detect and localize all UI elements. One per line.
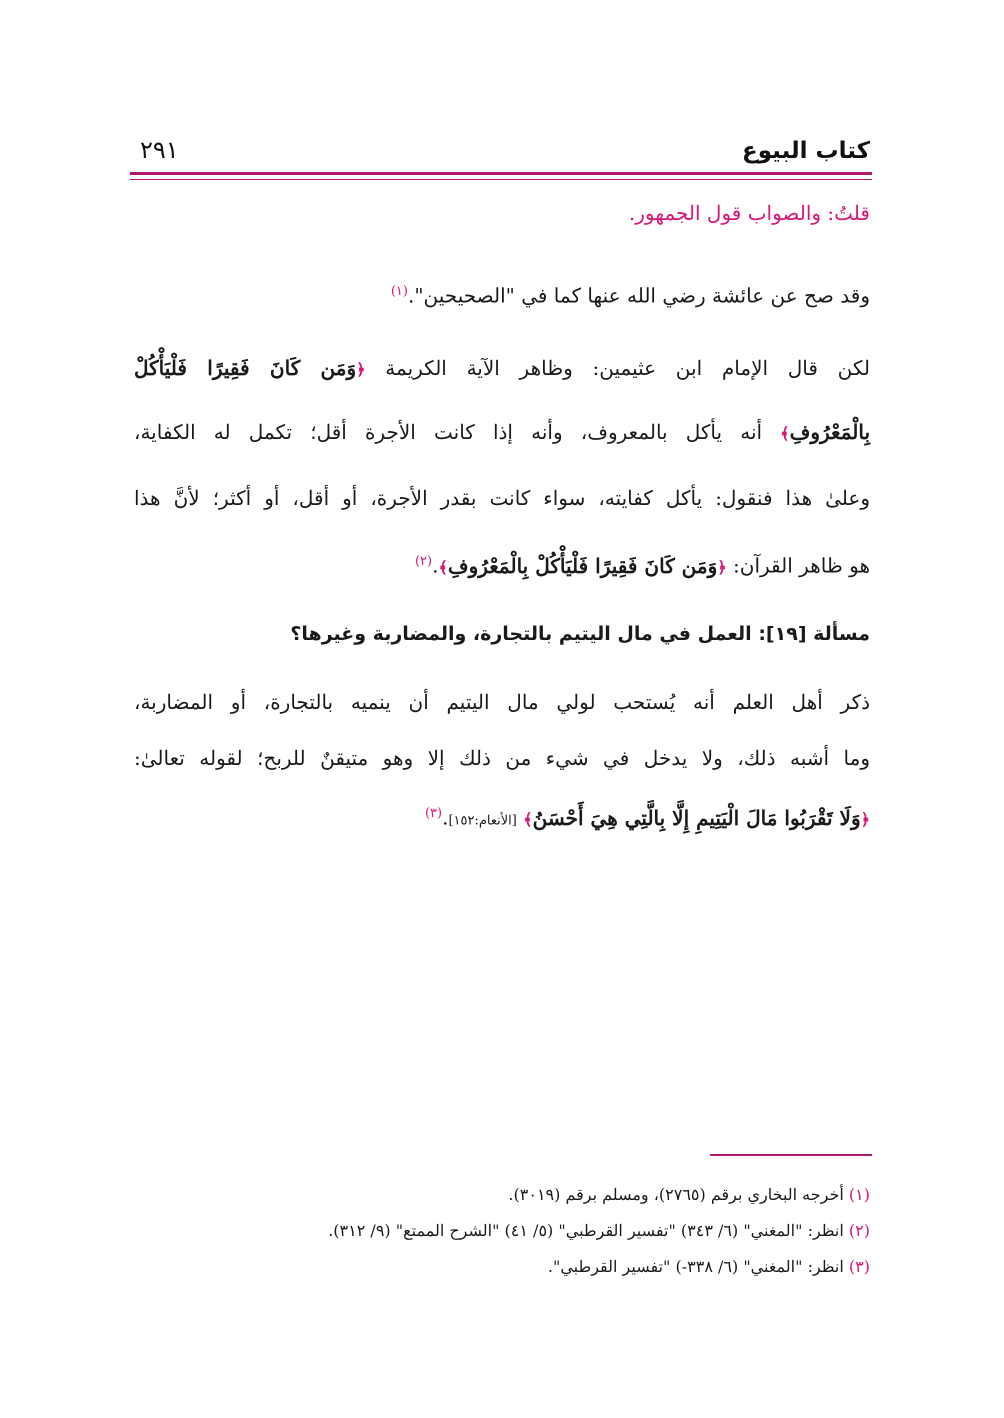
surah-citation: [الأنعام:١٥٢]: [448, 813, 517, 829]
text-line-5: وعلىٰ هذا فنقول: يأكل كفايته، سواء كانت بقدر الأجرة، أو أقل، أو أكثر؛ لأنَّ هذا: [134, 486, 870, 510]
text-line-7: ذكر أهل العلم أنه يُستحب لولي مال اليتيم أن ينميه بالتجارة، أو المضاربة،: [134, 690, 870, 714]
footnote-3: [548, 1254, 870, 1280]
text-line-2: [391, 276, 870, 312]
quran-verse-2: [438, 554, 726, 578]
footnote-1-number: (١): [848, 1185, 870, 1204]
text-line-9: [425, 798, 870, 838]
heading-label: مسألة [١٩]:: [758, 623, 870, 645]
footnote-1-text: أخرجه البخاري برقم (٢٧٦٥)، ومسلم برقم (٣٠١٩).: [508, 1185, 844, 1204]
footnote-2: [328, 1218, 870, 1244]
ornament-open: ﴿: [717, 557, 727, 577]
line-9-end: .: [442, 805, 449, 830]
line-3-text: لكن قال الإمام ابن عثيمين: وظاهر الآية الكريمة: [385, 356, 871, 380]
text-line-3: [134, 352, 870, 386]
section-heading: [290, 618, 870, 650]
footnote-separator: [710, 1154, 872, 1156]
footnote-3-number: (٣): [848, 1257, 870, 1276]
footnote-1: [508, 1182, 870, 1208]
line-6-text: هو ظاهر القرآن:: [733, 553, 870, 578]
footnote-ref-1[interactable]: (١): [390, 284, 408, 299]
running-header-title: كتاب البيوع: [742, 138, 870, 164]
footnote-ref-3[interactable]: (٣): [424, 806, 443, 821]
header-rule-thick: [130, 172, 872, 175]
footnote-ref-2[interactable]: (٢): [414, 554, 433, 569]
quran-verse-2-text: وَمَن كَانَ فَقِيرًا فَلْيَأْكُلْ بِالْمَعْرُوفِ: [447, 553, 718, 578]
text-line-6: [415, 546, 870, 584]
ornament-close: ﴾: [780, 424, 790, 443]
footnote-2-text: انظر: "المغني" (٦/ ٣٤٣) "تفسير القرطبي" (٥/ ٤١) "الشرح الممتع" (٩/ ٣١٢).: [328, 1221, 844, 1240]
heading-text: العمل في مال اليتيم بالتجارة، والمضاربة وغيرها؟: [290, 623, 752, 645]
quran-verse-1: [134, 356, 366, 380]
line-2-text: وقد صح عن عائشة رضي الله عنها كما في "الصحيحين".: [407, 283, 870, 308]
line-6-end: .: [432, 553, 439, 578]
quran-verse-3: [523, 806, 870, 830]
text-line-4: [134, 416, 870, 450]
ornament-open: ﴿: [860, 809, 870, 829]
line-4-text: أنه يأكل بالمعروف، وأنه إذا كانت الأجرة أقل؛ تكمل له الكفاية،: [134, 420, 763, 444]
ornament-open: ﴿: [356, 360, 366, 379]
author-note: قلتُ: والصواب قول الجمهور.: [628, 201, 870, 225]
page-number: ٢٩١: [140, 136, 179, 164]
footnote-3-text: انظر: "المغني" (٦/ ٣٣٨-) "تفسير القرطبي".: [547, 1257, 844, 1276]
quran-verse-3-text: وَلَا تَقْرَبُوا مَالَ الْيَتِيمِ إِلَّا بِالَّتِي هِيَ أَحْسَنُ: [532, 805, 861, 830]
quran-verse-1-cont: [780, 420, 870, 444]
text-line-8: وما أشبه ذلك، ولا يدخل في شيء من ذلك إلا وهو متيقنٌ للربح؛ لقوله تعالىٰ:: [134, 746, 870, 770]
header-rule-thin: [130, 179, 872, 180]
footnote-2-number: (٢): [848, 1221, 870, 1240]
quran-verse-1-cont-text: بِالْمَعْرُوفِ: [789, 420, 871, 444]
ornament-close: ﴾: [523, 809, 533, 829]
ornament-close: ﴾: [438, 557, 448, 577]
quran-verse-1-text: وَمَن كَانَ فَقِيرًا فَلْيَأْكُلْ: [134, 356, 357, 380]
